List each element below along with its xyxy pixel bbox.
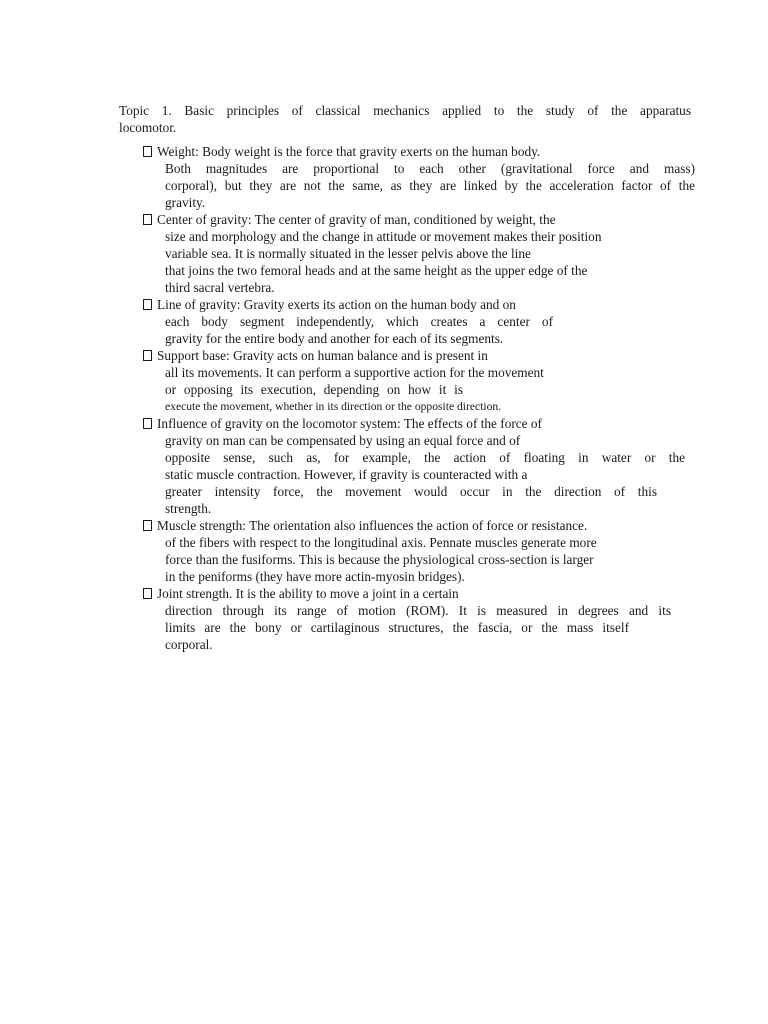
item-line: gravity for the entire body and another for each of its segments. xyxy=(165,331,504,346)
item-line: execute the movement, whether in its direction or the opposite direction. xyxy=(165,400,502,413)
item-line xyxy=(143,211,695,228)
item-line: corporal. xyxy=(165,637,213,652)
item-line xyxy=(143,585,531,602)
item-line: limits are the bony or cartilaginous structures, the fascia, or the mass itself xyxy=(165,620,629,635)
item-line xyxy=(143,296,695,313)
checkbox-bullet-icon xyxy=(143,146,152,157)
item-line xyxy=(143,313,553,330)
item-line xyxy=(143,347,695,364)
item-text: Support base: Gravity acts on human balance and is present in xyxy=(157,348,488,363)
item-text: or opposing its execution, depending on how it is xyxy=(165,382,463,397)
item-line: force than the fusiforms. This is because the physiological cross-section is larger xyxy=(165,552,594,567)
item-line: gravity. xyxy=(165,195,206,210)
item-line xyxy=(143,381,463,398)
topic-title xyxy=(119,102,691,136)
title-line: locomotor. xyxy=(119,120,177,135)
item-line: in the peniforms (they have more actin-myosin bridges). xyxy=(165,569,465,584)
list-item-weight xyxy=(143,143,695,211)
checkbox-bullet-icon xyxy=(143,520,152,531)
item-line: corporal), but they are not the same, as they are linked by the acceleration factor of the xyxy=(165,178,695,193)
item-line: that joins the two femoral heads and at the same height as the upper edge of the xyxy=(165,263,588,278)
checkbox-bullet-icon xyxy=(143,214,152,225)
item-text: each body segment independently, which creates a center of xyxy=(165,314,553,329)
item-line: gravity on man can be compensated by using an equal force and of xyxy=(165,433,521,448)
item-text: Influence of gravity on the locomotor system: The effects of the force of xyxy=(157,416,542,431)
item-line xyxy=(143,143,695,160)
list-item-joint-strength xyxy=(143,585,695,653)
checkbox-bullet-icon xyxy=(143,418,152,429)
item-line: size and morphology and the change in attitude or movement makes their position xyxy=(165,229,602,244)
item-text: Muscle strength: The orientation also influences the action of force or resistance. xyxy=(157,518,588,533)
title-line: Topic 1. Basic principles of classical mechanics applied to the study of the apparatus xyxy=(119,103,691,118)
list-item-support-base xyxy=(143,347,695,415)
item-line: static muscle contraction. However, if gravity is counteracted with a xyxy=(165,467,528,482)
item-line xyxy=(143,415,643,432)
list-item-center-of-gravity xyxy=(143,211,695,296)
item-text: Weight: Body weight is the force that gravity exerts on the human body. xyxy=(157,144,541,159)
item-text: Center of gravity: The center of gravity of man, conditioned by weight, the xyxy=(157,212,556,227)
item-line xyxy=(143,517,695,534)
item-line: strength. xyxy=(165,501,212,516)
checkbox-bullet-icon xyxy=(143,350,152,361)
item-line: Both magnitudes are proportional to each other (gravitational force and mass) xyxy=(165,161,695,176)
list-item-line-of-gravity xyxy=(143,296,695,347)
checkbox-bullet-icon xyxy=(143,299,152,310)
item-line: greater intensity force, the movement would occur in the direction of this xyxy=(165,484,657,499)
item-text: Line of gravity: Gravity exerts its action on the human body and on xyxy=(157,297,516,312)
item-line: all its movements. It can perform a supportive action for the movement xyxy=(165,365,544,380)
list-item-influence-of-gravity xyxy=(143,415,695,517)
principles-list xyxy=(143,143,695,653)
item-line: direction through its range of motion (ROM). It is measured in degrees and its xyxy=(165,603,671,618)
item-text: Joint strength. It is the ability to move a joint in a certain xyxy=(157,586,459,601)
item-line: opposite sense, such as, for example, the action of floating in water or the xyxy=(165,450,685,465)
list-item-muscle-strength xyxy=(143,517,695,585)
item-line: of the fibers with respect to the longitudinal axis. Pennate muscles generate more xyxy=(165,535,597,550)
checkbox-bullet-icon xyxy=(143,588,152,599)
item-line: variable sea. It is normally situated in the lesser pelvis above the line xyxy=(165,246,531,261)
item-line: third sacral vertebra. xyxy=(165,280,275,295)
